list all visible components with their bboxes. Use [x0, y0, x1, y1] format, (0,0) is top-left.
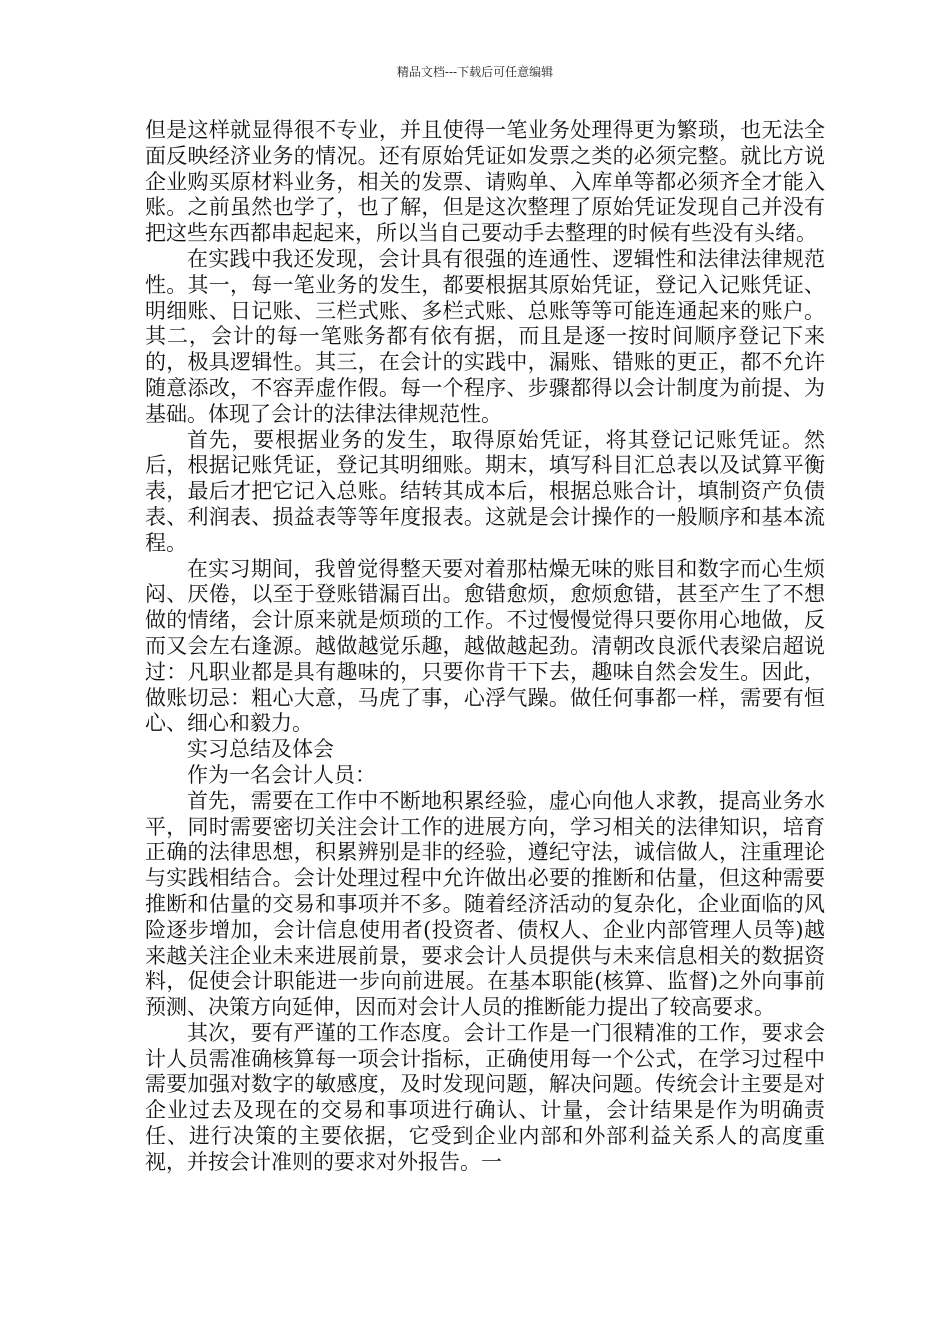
paragraph-intro: 作为一名会计人员：: [187, 762, 376, 787]
paragraph-connectivity: 在实践中我还发现，会计具有很强的连通性、逻辑性和法律法律规范性。其一，每一笔业务的发生，都要根据其原始凭证，登记入记账凭证、明细账、日记账、三栏式账、多栏式账、总账等等可能连通起来的账户。其二，会计的每一笔账务都有依有据，而且是逐一按时间顺序登记下来的，极具逻辑性。其三，在会计的实践中，漏账、错账的更正，都不允许随意添改，不容弄虚作假。每一个程序、步骤都得以会计制度为前提、为基础。体现了会计的法律法律规范性。: [145, 246, 825, 426]
paragraph-internship-feelings: 在实习期间，我曾觉得整天要对着那枯燥无味的账目和数字而心生烦闷、厌倦，以至于登账错漏百出。愈错愈烦，愈烦愈错，甚至产生了不想做的情绪，会计原来就是烦琐的工作。不过慢慢觉得只要你用心地做，反而又会左右逢源。越做越觉乐趣，越做越起劲。清朝改良派代表梁启超说过：凡职业都是具有趣味的，只要你肯干下去，趣味自然会发生。因此，做账切忌：粗心大意，马虎了事，心浮气躁。做任何事都一样，需要有恒心、细心和毅力。: [145, 556, 825, 736]
paragraph-continuation: 但是这样就显得很不专业，并且使得一笔业务处理得更为繁琐，也无法全面反映经济业务的情况。还有原始凭证如发票之类的必须完整。就比方说企业购买原材料业务，相关的发票、请购单、入库单等都必须齐全才能入账。之前虽然也学了，也了解，但是这次整理了原始凭证发现自己并没有把这些东西都串起起来，所以当自己要动手去整理的时候有些没有头绪。: [145, 118, 825, 246]
document-body: [145, 118, 825, 1176]
section-heading: 实习总结及体会: [187, 737, 334, 762]
page-header: 精品文档---下载后可任意编辑: [396, 65, 554, 79]
paragraph-procedure: 首先，要根据业务的发生，取得原始凭证，将其登记记账凭证。然后，根据记账凭证，登记其明细账。期末，填写科目汇总表以及试算平衡表，最后才把它记入总账。结转其成本后，根据总账合计，填制资产负债表、利润表、损益表等等年度报表。这就是会计操作的一般顺序和基本流程。: [145, 427, 825, 555]
paragraph-first-point: 首先，需要在工作中不断地积累经验，虚心向他人求教，提高业务水平，同时需要密切关注会计工作的进展方向，学习相关的法律知识，培育正确的法律思想，积累辨别是非的经验，遵纪守法，诚信做人，注重理论与实践相结合。会计处理过程中允许做出必要的推断和估量，但这种需要推断和估量的交易和事项并不多。随着经济活动的复杂化，企业面临的风险逐步增加，会计信息使用者(投资者、债权人、企业内部管理人员等)越来越关注企业未来进展前景，要求会计人员提供与未来信息相关的数据资料，促使会计职能进一步向前进展。在基本职能(核算、监督)之外向事前预测、决策方向延伸，因而对会计人员的推断能力提出了较高要求。: [145, 788, 825, 1020]
paragraph-second-point: 其次，要有严谨的工作态度。会计工作是一门很精准的工作，要求会计人员需准确核算每一项会计指标，正确使用每一个公式，在学习过程中需要加强对数字的敏感度，及时发现问题，解决问题。传统会计主要是对企业过去及现在的交易和事项进行确认、计量，会计结果是作为明确责任、进行决策的主要依据，它受到企业内部和外部利益关系人的高度重视，并按会计准则的要求对外报告。一: [145, 1020, 825, 1174]
